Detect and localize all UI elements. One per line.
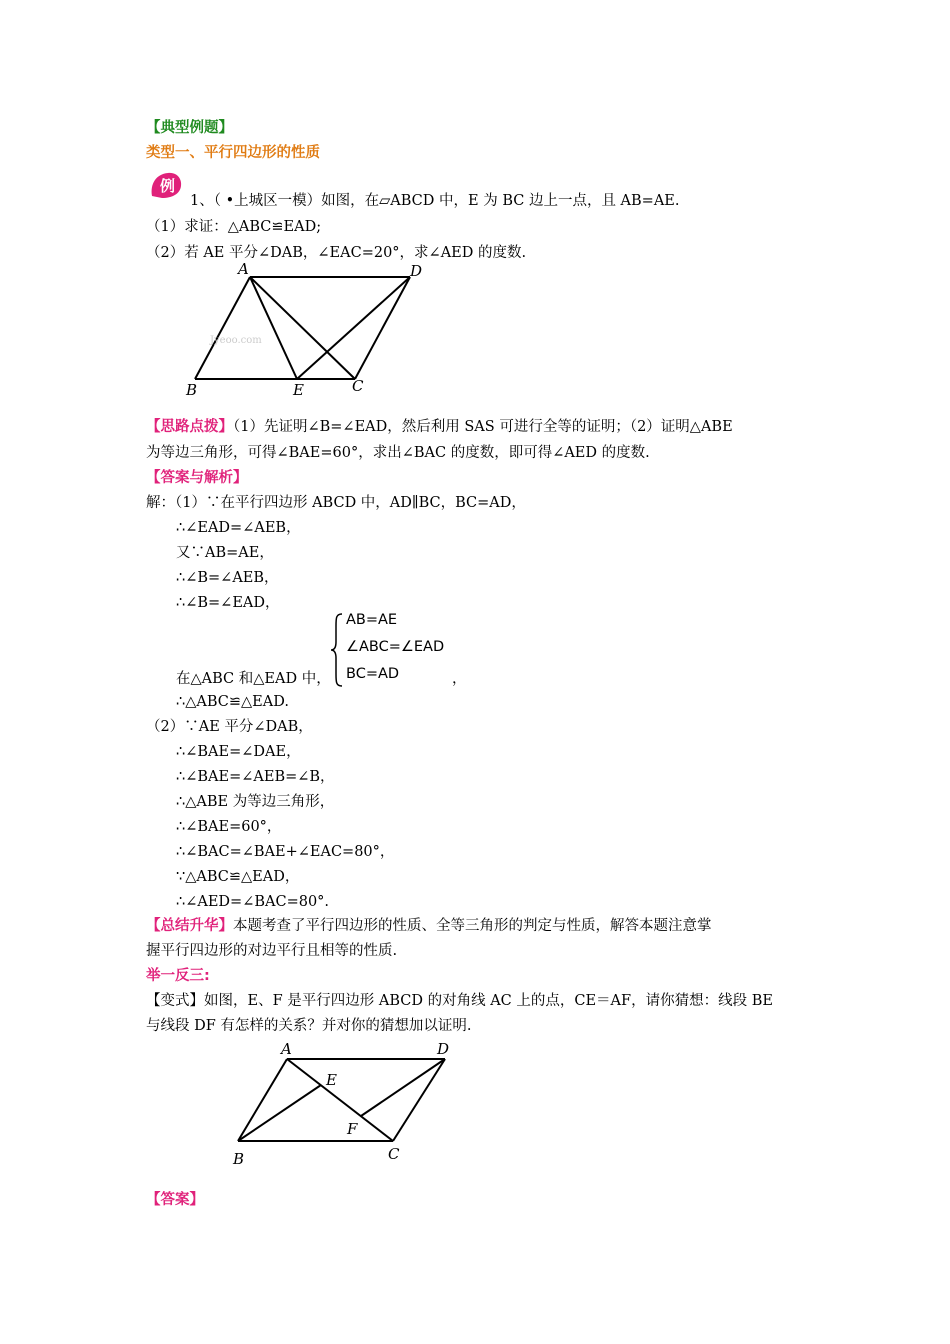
label-d: D — [437, 1040, 450, 1058]
solution-line: 解：（1）∵在平行四边形 ABCD 中，AD∥BC，BC=AD， — [146, 495, 526, 511]
label-d: D — [410, 262, 423, 280]
system-eq-1: AB=AE — [346, 612, 398, 628]
segment-be — [238, 1085, 321, 1141]
figure-watermark: Jyeoo.com — [210, 335, 262, 346]
hint-label: 【思路点拨】 — [146, 419, 233, 435]
solution-line: ∴∠AED=∠BAC=80°. — [176, 894, 330, 910]
label-e: E — [293, 381, 304, 399]
label-c: C — [388, 1145, 400, 1163]
solution-line: ∴△ABE 为等边三角形， — [176, 794, 335, 810]
solution-line: ∴△ABC≌△EAD. — [176, 694, 289, 710]
label-a: A — [281, 1040, 292, 1058]
segment-ae — [250, 277, 297, 379]
system-comma: ， — [452, 671, 467, 687]
label-f: F — [347, 1120, 358, 1138]
segment-ab — [238, 1059, 287, 1141]
figure-parallelogram-ef — [225, 1038, 465, 1173]
segment-ac — [250, 277, 355, 379]
system-eq-2: ∠ABC=∠EAD — [346, 639, 445, 655]
solution-line: ∴∠BAC=∠BAE+∠EAC=80°， — [176, 844, 395, 860]
problem-statement: 1、（ •上城区一模）如图，在▱ABCD 中，E 为 BC 边上一点，且 AB=AE. — [190, 193, 680, 209]
answer-heading: 【答案与解析】 — [146, 470, 248, 486]
example-badge-text: 例 — [160, 177, 176, 195]
solution-line: ∴∠B=∠AEB， — [176, 570, 279, 586]
solution-line: ∴∠BAE=∠AEB=∠B， — [176, 769, 335, 785]
section-heading: 【典型例题】 — [146, 120, 233, 136]
left-brace-icon — [330, 612, 344, 688]
answer-label: 【答案】 — [146, 1192, 204, 1208]
hint-line-2: 为等边三角形，可得∠BAE=60°，求出∠BAC 的度数，即可得∠AED 的度数. — [146, 445, 650, 461]
solution-line: ∵△ABC≌△EAD， — [176, 869, 300, 885]
label-a: A — [238, 260, 249, 278]
problem-question-2: （2）若 AE 平分∠DAB，∠EAC=20°，求∠AED 的度数. — [146, 245, 527, 261]
summary-label: 【总结升华】 — [146, 918, 233, 934]
segment-ed — [297, 277, 410, 379]
solution-line: ∴∠B=∠EAD， — [176, 595, 280, 611]
example-badge-icon — [148, 170, 184, 200]
label-b: B — [186, 381, 198, 399]
solution-line: ∴∠BAE=60°， — [176, 819, 282, 835]
hint-line-1: 【思路点拨】（1）先证明∠B=∠EAD，然后利用 SAS 可进行全等的证明；（2）证明△ABE — [146, 419, 733, 435]
system-eq-3: BC=AD — [346, 666, 400, 682]
label-c: C — [352, 377, 364, 395]
solution-line: ∴∠EAD=∠AEB， — [176, 520, 301, 536]
variant-line-2: 与线段 DF 有怎样的关系？并对你的猜想加以证明. — [146, 1018, 472, 1034]
label-b: B — [233, 1150, 245, 1168]
solution-line: 又∵AB=AE， — [176, 545, 274, 561]
figure-parallelogram-abcd — [180, 260, 430, 400]
solution-line: （2）∵AE 平分∠DAB， — [146, 719, 313, 735]
summary-line-2: 握平行四边形的对边平行且相等的性质. — [146, 943, 398, 959]
segment-df — [361, 1059, 445, 1116]
segment-ab — [195, 277, 250, 379]
variant-label: 【变式】 — [146, 993, 204, 1009]
problem-question-1: （1）求证：△ABC≌EAD; — [146, 219, 322, 235]
segment-dc — [393, 1059, 445, 1141]
solution-line: 在△ABC 和△EAD 中， — [176, 671, 331, 687]
type-title: 类型一、平行四边形的性质 — [146, 145, 320, 161]
practice-heading: 举一反三: — [146, 968, 210, 984]
solution-line: ∴∠BAE=∠DAE， — [176, 744, 301, 760]
label-e: E — [326, 1071, 337, 1089]
summary-line-1: 【总结升华】本题考查了平行四边形的性质、全等三角形的判定与性质，解答本题注意掌 — [146, 918, 712, 934]
variant-line-1: 【变式】如图，E、F 是平行四边形 ABCD 的对角线 AC 上的点，CE＝AF，请你猜想：线段 BE — [146, 993, 773, 1009]
segment-dc — [355, 277, 410, 379]
diagonal-ac — [287, 1059, 393, 1141]
